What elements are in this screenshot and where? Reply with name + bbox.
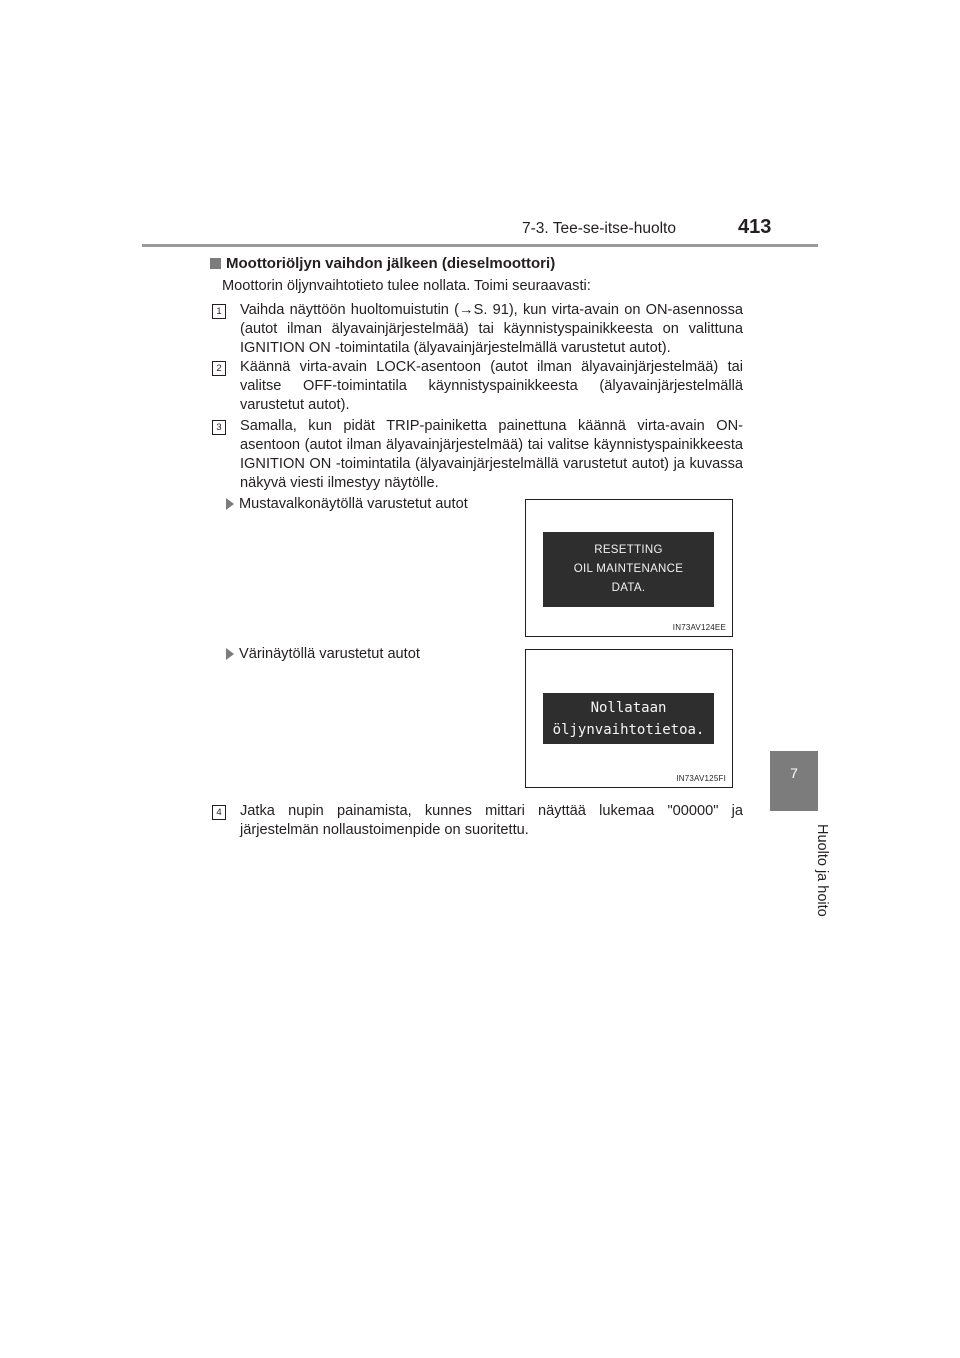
header-divider xyxy=(142,244,818,247)
figure-code: IN73AV124EE xyxy=(672,623,726,632)
screen-line: RESETTING xyxy=(594,544,663,556)
chapter-tab xyxy=(770,751,818,811)
step-text: Jatka nupin painamista, kunnes mittari näyttää lukemaa "00000" ja järjestelmän nollaustoimenpide on suoritettu. xyxy=(240,803,743,838)
figure-code: IN73AV125FI xyxy=(676,774,726,783)
step-number-box: 2 xyxy=(212,361,226,376)
step-number-box: 1 xyxy=(212,304,226,319)
display-screen xyxy=(543,532,714,607)
square-bullet-icon xyxy=(210,258,221,269)
variant-label-text: Mustavalkonäytöllä varustetut autot xyxy=(239,496,468,512)
triangle-bullet-icon xyxy=(226,648,234,660)
step-number-box: 4 xyxy=(212,805,226,820)
step-text: Käännä virta-avain LOCK-asentoon (autot ilman älyavainjärjestelmää) tai valitse OFF-toimintatila käynnistyspainikkeesta (älyavainjärjestelmällä varustetut autot). xyxy=(240,359,743,413)
variant-label xyxy=(226,496,468,512)
step-number-box: 3 xyxy=(212,420,226,435)
chapter-label: Huolto ja hoito xyxy=(814,823,830,917)
screen-line: Nollataan xyxy=(590,699,667,716)
step-text: Samalla, kun pidät TRIP-painiketta painettuna käännä virta-avain ON-asentoon (autot ilman älyavainjärjestelmää) tai valitse käynnistyspainikkeesta IGNITION ON -toimintatila (älyavainjärjestelmällä varustetut autot) ja kuvassa näkyvä viesti ilmestyy näytölle. xyxy=(240,418,743,491)
screen-line: OIL MAINTENANCE xyxy=(573,563,684,575)
section-heading-text: Moottoriöljyn vaihdon jälkeen (dieselmoottori) xyxy=(226,255,556,272)
variant-label xyxy=(226,646,420,662)
screen-line: DATA. xyxy=(611,582,646,594)
step-text: Vaihda näyttöön huoltomuistutin (→S. 91), kun virta-avain on ON-asennossa (autot ilman älyavainjärjestelmää) tai käynnistyspainikkeesta on valittuna IGNITION ON -toimintatila (älyavainjärjestelmällä varustetut autot). xyxy=(240,302,743,356)
triangle-bullet-icon xyxy=(226,498,234,510)
chapter-number: 7 xyxy=(790,765,798,781)
screen-line: öljynvaihtotietoa. xyxy=(552,721,705,738)
display-figure xyxy=(525,649,733,788)
intro-text: Moottorin öljynvaihtotieto tulee nollata. Toimi seuraavasti: xyxy=(222,278,591,294)
variant-label-text: Värinäytöllä varustetut autot xyxy=(239,646,420,662)
display-figure xyxy=(525,499,733,637)
section-title: 7-3. Tee-se-itse-huolto xyxy=(522,220,676,237)
display-screen xyxy=(543,693,714,744)
page-number: 413 xyxy=(738,216,772,238)
section-heading xyxy=(210,255,555,272)
